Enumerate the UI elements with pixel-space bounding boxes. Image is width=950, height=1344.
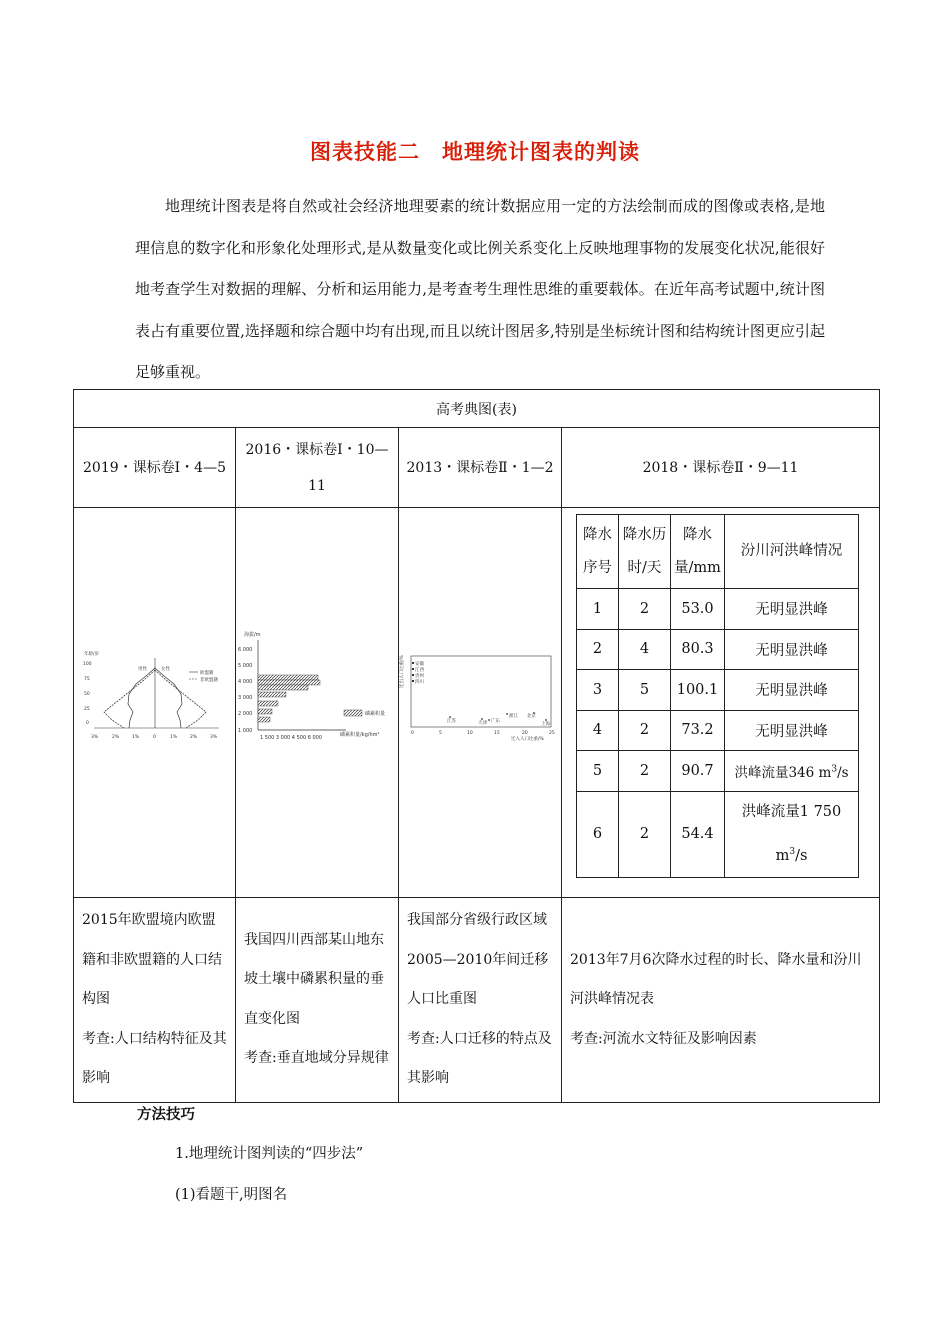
source-2013: 2013・课标卷Ⅱ・1—2 xyxy=(399,428,562,508)
rain-days: 5 xyxy=(619,670,671,711)
rain-days: 2 xyxy=(619,589,671,630)
rain-flood-text: 洪峰流量346 m xyxy=(734,764,832,781)
phosphorus-ytick: 6 000 xyxy=(238,647,253,653)
rain-flood: 无明显洪峰 xyxy=(725,710,859,751)
migration-point-label: 天津 xyxy=(478,721,487,726)
source-2019: 2019・课标卷Ⅰ・4—5 xyxy=(74,428,236,508)
rain-mm: 73.2 xyxy=(671,710,725,751)
pyramid-legend-1: 欧盟籍 xyxy=(200,671,214,676)
desc-2016 xyxy=(236,898,399,1103)
desc-caption: 2013年7月6次降水过程的时长、降水量和汾川河洪峰情况表 xyxy=(570,951,862,1007)
desc-caption: 2015年欧盟境内欧盟籍和非欧盟籍的人口结构图 xyxy=(82,912,222,1007)
migration-xtick: 15 xyxy=(494,731,500,736)
rain-flood-unit: /s xyxy=(795,847,808,864)
table-row xyxy=(577,710,859,751)
rain-days: 4 xyxy=(619,629,671,670)
pyramid-female-label: 女性 xyxy=(161,667,170,672)
rain-mm: 90.7 xyxy=(671,751,725,792)
rain-mm: 53.0 xyxy=(671,589,725,630)
pyramid-xtick: 3% xyxy=(91,735,99,740)
method-step-2: (1)看题干,明图名 xyxy=(175,1187,288,1203)
pyramid-xtick: 1% xyxy=(132,735,140,740)
migration-point-label: 浙江 xyxy=(509,714,518,719)
rainfall-table-cell xyxy=(562,508,880,898)
rain-header-mm: 降水量/mm xyxy=(671,515,725,589)
page-title: 图表技能二 地理统计图表的判读 xyxy=(310,140,640,164)
desc-exam: 考查:人口结构特征及其影响 xyxy=(82,1030,227,1086)
phosphorus-ytick: 3 000 xyxy=(238,695,253,701)
population-pyramid-chart xyxy=(74,508,234,898)
rain-header-no: 降水序号 xyxy=(577,515,619,589)
rain-days: 2 xyxy=(619,751,671,792)
rain-mm: 80.3 xyxy=(671,629,725,670)
rain-no: 5 xyxy=(577,751,619,792)
table-row xyxy=(577,751,859,792)
table-header: 高考典图(表) xyxy=(74,390,880,428)
migration-point-label: 北京 xyxy=(527,714,536,719)
migration-scatter-chart xyxy=(399,508,562,898)
migration-legend: 贵州 xyxy=(415,674,424,679)
rain-flood xyxy=(725,751,859,792)
phosphorus-bar-figure xyxy=(236,508,399,898)
rain-flood-sup: 3 xyxy=(831,764,838,775)
phosphorus-ylabel: 海拔/m xyxy=(244,632,261,638)
pyramid-xtick: 0 xyxy=(153,735,156,740)
method-step-1: 1.地理统计图判读的“四步法” xyxy=(175,1146,364,1162)
phosphorus-legend: 磷累积量 xyxy=(365,711,386,717)
phosphorus-ytick: 5 000 xyxy=(238,663,253,669)
rain-no: 6 xyxy=(577,791,619,877)
phosphorus-ytick: 1 000 xyxy=(238,728,253,734)
method-heading: 方法技巧 xyxy=(137,1107,195,1123)
desc-2013 xyxy=(399,898,562,1103)
migration-point-label: 广东 xyxy=(491,719,500,724)
rain-no: 1 xyxy=(577,589,619,630)
migration-xtick: 20 xyxy=(522,731,528,736)
rain-days: 2 xyxy=(619,710,671,751)
rain-flood: 无明显洪峰 xyxy=(725,629,859,670)
rain-days: 2 xyxy=(619,791,671,877)
migration-ylabel: 迁出人口比重/% xyxy=(400,655,405,688)
rain-no: 4 xyxy=(577,710,619,751)
migration-point-label: 上海 xyxy=(541,722,550,727)
pyramid-ytick: 0 xyxy=(86,721,89,726)
rain-mm: 54.4 xyxy=(671,791,725,877)
phosphorus-xticks: 1 500 3 000 4 500 6 000 xyxy=(260,735,323,741)
pyramid-xtick: 2% xyxy=(190,735,198,740)
population-pyramid-figure xyxy=(74,508,236,898)
migration-legend: 安徽 xyxy=(415,662,424,667)
intro-text: 地理统计图表是将自然或社会经济地理要素的统计数据应用一定的方法绘制而成的图像或表格,是地理信息的数字化和形象化处理形式,是从数量变化或比例关系变化上反映地理事物的发展变化状况,能很好地考查学生对数据的理解、分析和运用能力,是考查考生理性思维的重要载体。在近年高考试题中,统计图表占有重要位置,选择题和综合题中均有出现,而且以统计图居多,特别是坐标统计图和结构统计图更应引起足够重视。 xyxy=(135,197,825,381)
migration-legend: 四川 xyxy=(415,680,424,685)
rain-header-days: 降水历时/天 xyxy=(619,515,671,589)
intro-paragraph xyxy=(135,186,825,394)
pyramid-ytick: 75 xyxy=(84,677,90,682)
rain-no: 2 xyxy=(577,629,619,670)
rain-flood: 无明显洪峰 xyxy=(725,589,859,630)
phosphorus-ytick: 4 000 xyxy=(238,679,253,685)
phosphorus-xlabel: 磷累积量/kg/hm² xyxy=(340,732,380,738)
desc-exam: 考查:人口迁移的特点及其影响 xyxy=(407,1030,552,1086)
pyramid-male-label: 男性 xyxy=(138,667,147,672)
table-row xyxy=(577,670,859,711)
pyramid-ylabel: 年龄/岁 xyxy=(84,652,100,657)
migration-xtick: 0 xyxy=(411,731,414,736)
pyramid-xtick: 3% xyxy=(210,735,218,740)
desc-caption: 我国四川西部某山地东坡土壤中磷累积量的垂直变化图 xyxy=(244,931,384,1027)
migration-point-label: 江苏 xyxy=(447,719,456,724)
migration-xtick: 25 xyxy=(549,731,555,736)
desc-2018 xyxy=(562,898,880,1103)
rain-flood-sup: 3 xyxy=(789,847,796,858)
rain-no: 3 xyxy=(577,670,619,711)
source-2018: 2018・课标卷Ⅱ・9—11 xyxy=(562,428,880,508)
rain-flood xyxy=(725,791,859,877)
pyramid-ytick: 25 xyxy=(84,707,90,712)
desc-exam: 考查:垂直地域分异规律 xyxy=(244,1050,389,1067)
phosphorus-bar-chart xyxy=(236,508,398,898)
table-row xyxy=(577,629,859,670)
pyramid-xtick: 2% xyxy=(112,735,120,740)
pyramid-ytick: 50 xyxy=(84,692,90,697)
migration-xlabel: 迁入人口比重/% xyxy=(511,737,544,742)
exam-figures-table xyxy=(73,389,880,1103)
pyramid-legend-2: 非欧盟籍 xyxy=(200,678,218,683)
rain-flood: 无明显洪峰 xyxy=(725,670,859,711)
rain-mm: 100.1 xyxy=(671,670,725,711)
rain-flood-text: 洪峰流量1 750 m xyxy=(741,804,842,864)
pyramid-xtick: 1% xyxy=(170,735,178,740)
migration-xtick: 5 xyxy=(439,731,442,736)
desc-exam: 考查:河流水文特征及影响因素 xyxy=(570,1030,757,1047)
migration-scatter-figure xyxy=(399,508,562,898)
table-row xyxy=(577,589,859,630)
rain-flood-unit: /s xyxy=(837,764,849,781)
rain-header-flood: 汾川河洪峰情况 xyxy=(725,515,859,589)
pyramid-ytick: 100 xyxy=(83,662,92,667)
migration-xtick: 10 xyxy=(467,731,473,736)
table-row xyxy=(577,791,859,877)
source-2016: 2016・课标卷Ⅰ・10—11 xyxy=(236,428,399,508)
phosphorus-ytick: 2 000 xyxy=(238,711,253,717)
desc-2019 xyxy=(74,898,236,1103)
migration-legend: 江西 xyxy=(415,668,424,673)
desc-caption: 我国部分省级行政区域2005—2010年间迁移人口比重图 xyxy=(407,912,549,1007)
rainfall-table xyxy=(576,514,859,878)
